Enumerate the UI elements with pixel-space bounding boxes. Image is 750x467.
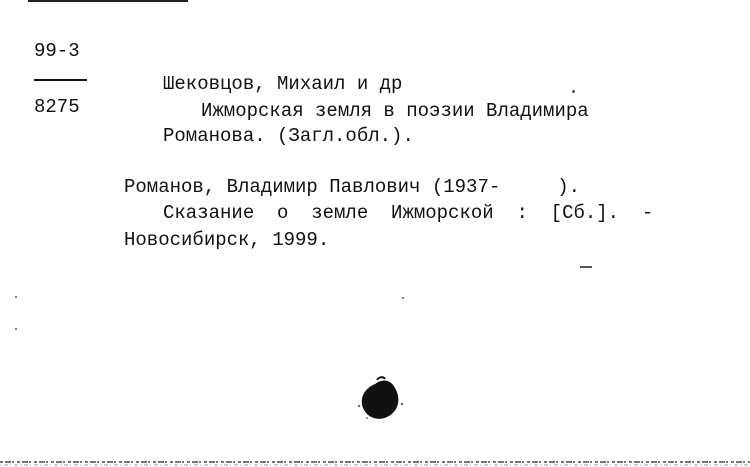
inventory-number: 8275 — [34, 96, 80, 118]
entry1-title-line1: Ижморская земля в поэзии Владимира — [201, 100, 589, 122]
card-top-rule — [28, 0, 188, 2]
stray-mark — [580, 266, 592, 268]
card-bottom-edge — [0, 458, 750, 467]
punched-hole-icon — [355, 376, 407, 422]
entry2-author: Романов, Владимир Павлович (1937- ). — [124, 176, 581, 198]
stray-mark — [402, 297, 404, 299]
shelf-divider — [34, 79, 87, 81]
entry1-title-line2: Романова. (Загл.обл.). — [163, 125, 414, 147]
stray-mark — [15, 296, 17, 298]
stray-mark — [572, 90, 575, 93]
entry1-author: Шековцов, Михаил и др — [163, 73, 403, 95]
entry2-title-line2: Новосибирск, 1999. — [124, 229, 330, 251]
stray-mark — [15, 328, 17, 330]
entry2-title-line1: Сказание о земле Ижморской : [Сб.]. - — [163, 202, 654, 224]
shelf-code: 99-3 — [34, 40, 80, 62]
